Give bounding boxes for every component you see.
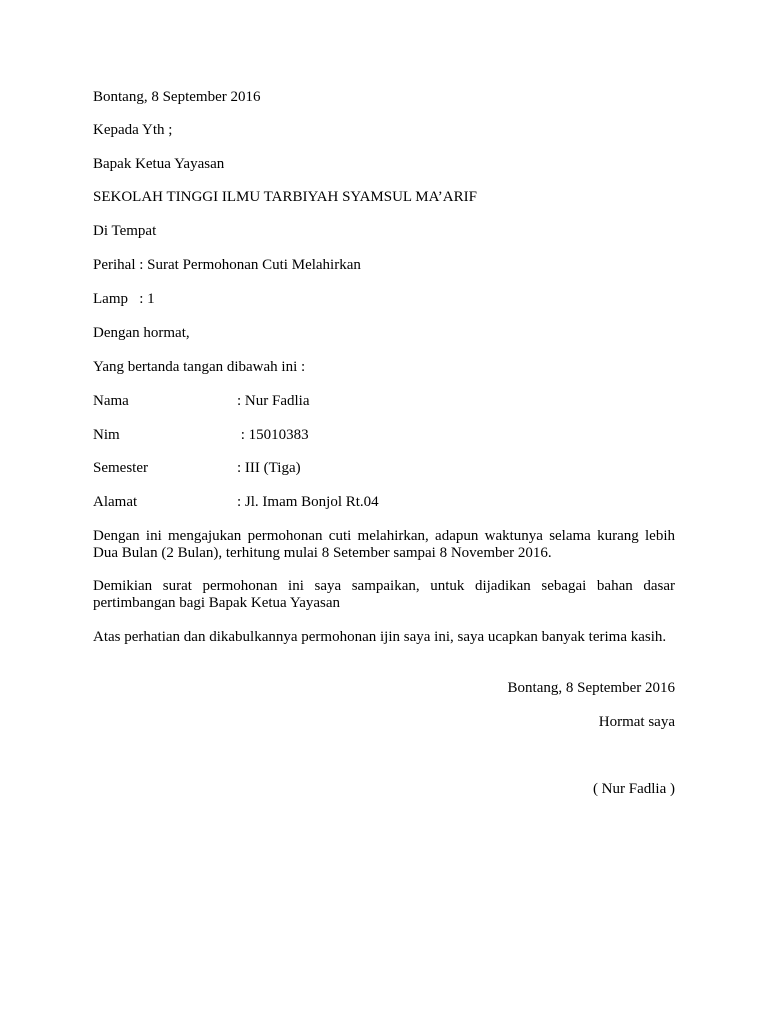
letter-date-top: Bontang, 8 September 2016 <box>93 89 261 105</box>
recipient-greeting: Kepada Yth ; <box>93 122 173 138</box>
recipient-institution: SEKOLAH TINGGI ILMU TARBIYAH SYAMSUL MA’ARIF <box>93 189 477 205</box>
body-paragraph-1: Dengan ini mengajukan permohonan cuti melahirkan, adapun waktunya selama kurang lebih Dua Bulan (2 Bulan), terhitung mulai 8 Setember sampai 8 November 2016. <box>93 528 675 561</box>
field-label-nim: Nim <box>93 427 120 443</box>
letter-date-bottom: Bontang, 8 September 2016 <box>507 680 675 696</box>
recipient-name: Bapak Ketua Yayasan <box>93 156 225 172</box>
body-paragraph-2: Demikian surat permohonan ini saya sampaikan, untuk dijadikan sebagai bahan dasar pertimbangan bagi Bapak Ketua Yayasan <box>93 578 675 611</box>
body-paragraph-3: Atas perhatian dan dikabulkannya permohonan ijin saya ini, saya ucapkan banyak terima kasih. <box>93 629 667 645</box>
field-label-semester: Semester <box>93 460 148 476</box>
field-value-nama: : Nur Fadlia <box>237 393 310 409</box>
letter-intro: Yang bertanda tangan dibawah ini : <box>93 359 306 375</box>
field-value-semester: : III (Tiga) <box>237 460 301 476</box>
letter-attachment: Lamp : 1 <box>93 291 155 307</box>
field-value-alamat: : Jl. Imam Bonjol Rt.04 <box>237 494 379 510</box>
letter-subject: Perihal : Surat Permohonan Cuti Melahirkan <box>93 257 361 273</box>
letter-closing: Hormat saya <box>598 714 675 730</box>
signature-name: ( Nur Fadlia ) <box>592 781 675 797</box>
field-label-nama: Nama <box>93 393 129 409</box>
field-value-nim: : 15010383 <box>237 427 309 443</box>
recipient-place: Di Tempat <box>93 223 157 239</box>
field-label-alamat: Alamat <box>93 494 138 510</box>
letter-salutation: Dengan hormat, <box>93 325 190 341</box>
